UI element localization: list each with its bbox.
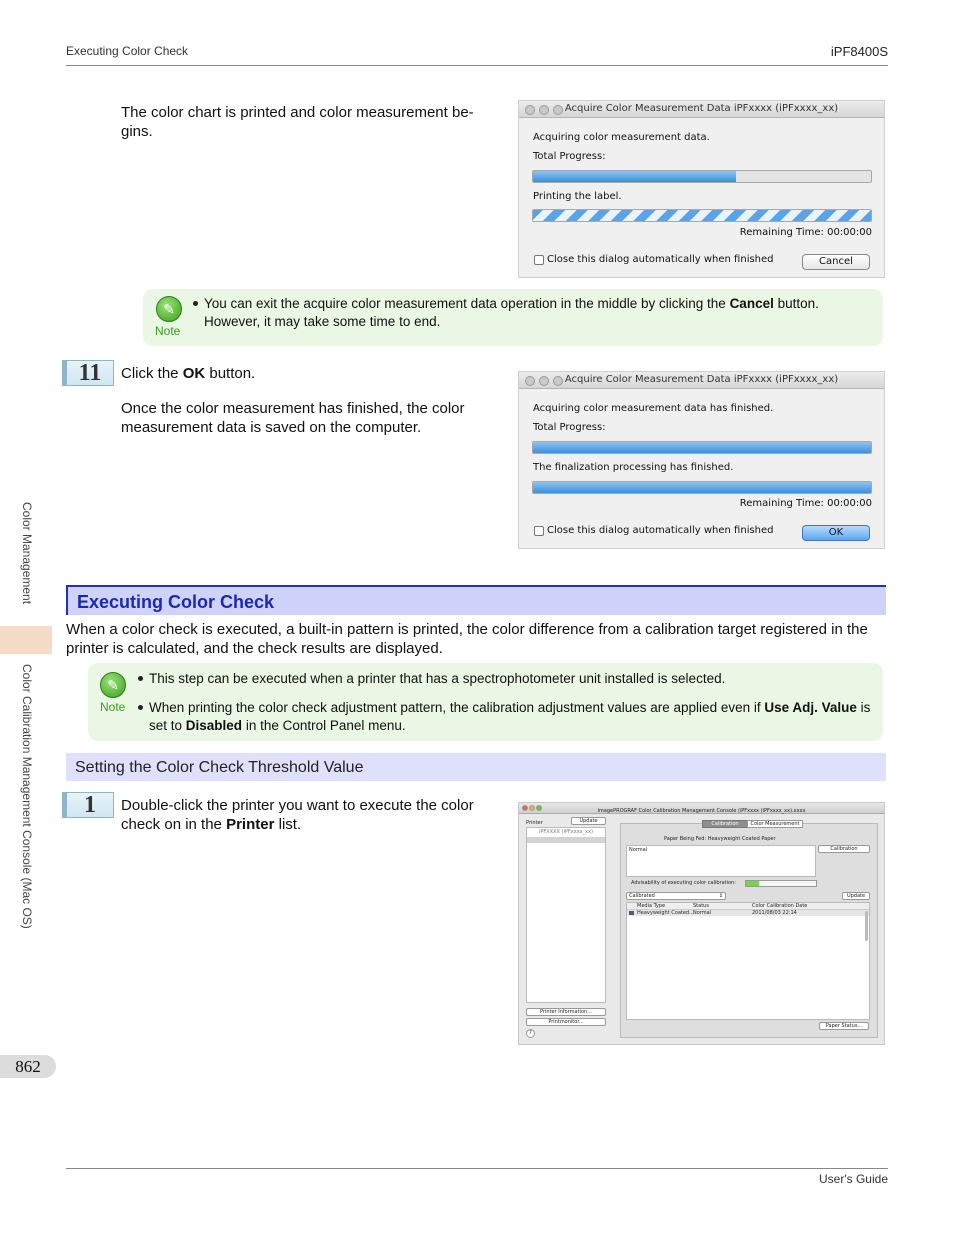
running-header-section: Executing Color Check: [66, 44, 189, 58]
printmonitor-button[interactable]: Printmonitor...: [526, 1018, 606, 1026]
step-number-1: 1: [62, 792, 114, 818]
tab-color-measurement[interactable]: Color Measurement: [747, 820, 803, 828]
calibration-status-box: [626, 845, 816, 877]
printer-list-label: Printer: [526, 820, 543, 826]
acquire-dialog-finished: [518, 371, 885, 549]
side-chapter: Color Management: [20, 502, 34, 605]
printer-information-button[interactable]: Printer Information...: [526, 1008, 606, 1016]
dialog-status: Acquiring color measurement data.: [533, 132, 710, 143]
close-auto-label: Close this dialog automatically when finished: [547, 525, 774, 536]
step-progress-bar: [532, 209, 872, 222]
minimize-window-icon[interactable]: [539, 376, 549, 386]
console-title: imagePROGRAF Color Calibration Management Console (iPFxxxx (iPFxxxx_xx).xxxx: [597, 808, 806, 814]
minimize-window-icon[interactable]: [529, 805, 535, 811]
total-progress-fill: [533, 171, 736, 182]
side-tab-marker: [0, 626, 52, 654]
close-window-icon[interactable]: [525, 105, 535, 115]
close-window-icon[interactable]: [525, 376, 535, 386]
step-text-part: Double-click the printer you want to execute the color check on in the: [121, 797, 474, 833]
note-label: Note: [100, 700, 126, 714]
step1-instruction: [121, 796, 496, 834]
ok-button[interactable]: OK: [802, 525, 870, 541]
printer-list-item-selected[interactable]: [527, 837, 605, 843]
note-item-2: [149, 699, 874, 735]
total-progress-label: Total Progress:: [533, 151, 606, 162]
table-row[interactable]: [627, 910, 869, 916]
dialog-title: Acquire Color Measurement Data iPFxxxx (iPFxxxx_xx): [564, 374, 839, 385]
step-label: Printing the label.: [533, 191, 622, 202]
remaining-time: Remaining Time: 00:00:00: [739, 227, 872, 238]
advisability-label: Advisability of executing color calibration:: [631, 880, 736, 886]
media-calibration-table: [626, 902, 870, 1020]
dialog-status: Acquiring color measurement data has finished.: [533, 403, 774, 414]
printer-media-icon: [629, 911, 634, 915]
total-progress-fill: [533, 442, 871, 453]
header-rule: [66, 65, 888, 66]
note-bold-use-adj-value: Use Adj. Value: [764, 700, 857, 715]
minimize-window-icon[interactable]: [539, 105, 549, 115]
note-text-part: You can exit the acquire color measurement data operation in the middle by clicking the: [204, 296, 730, 311]
close-auto-checkbox[interactable]: [534, 255, 544, 265]
close-auto-label: Close this dialog automatically when finished: [547, 254, 774, 265]
footer-guide: User's Guide: [819, 1172, 888, 1186]
bullet-icon: [138, 705, 143, 710]
section-heading: Executing Color Check: [66, 585, 886, 615]
note-text: [204, 295, 872, 331]
step-bold-ok: OK: [182, 365, 206, 382]
calibration-button[interactable]: Calibration: [818, 845, 870, 853]
col-status[interactable]: Status: [693, 903, 709, 909]
note-item-1: This step can be executed when a printer that has a spectrophotometer unit installed is selected.: [149, 671, 726, 686]
cancel-button[interactable]: Cancel: [802, 254, 870, 270]
note-label: Note: [155, 324, 181, 338]
status-filter-select[interactable]: [626, 892, 726, 900]
side-subchapter: Color Calibration Management Console (Mac OS): [20, 664, 34, 929]
intro-text: The color chart is printed and color measurement be-gins.: [121, 104, 474, 140]
note-text-part: button. However, it may take some time to end.: [204, 296, 819, 329]
list-update-button[interactable]: Update: [842, 892, 870, 900]
tab-calibration[interactable]: Calibration: [702, 820, 748, 828]
col-media-type[interactable]: Media Type: [637, 903, 666, 909]
step-bold-printer: Printer: [226, 816, 275, 833]
dialog-titlebar: [519, 101, 884, 118]
note-text-part: is set to: [149, 700, 871, 733]
note-text-part: When printing the color check adjustment pattern, the calibration adjustment values are applied even if: [149, 700, 765, 715]
console-titlebar: [519, 803, 884, 814]
zoom-window-icon[interactable]: [553, 105, 563, 115]
note-pencil-icon: ✎: [156, 296, 182, 322]
note-text-part: in the Control Panel menu.: [242, 718, 406, 733]
step-text-part: button.: [205, 365, 256, 382]
step-text-part: Click the: [121, 365, 183, 382]
step-number-11: 11: [62, 360, 114, 386]
color-calibration-console-window: [518, 802, 885, 1045]
step-text-part: list.: [274, 816, 302, 833]
status-filter-value: Calibrated: [629, 893, 655, 899]
note-box-color-check: [88, 663, 883, 741]
note-box-cancel: [143, 289, 883, 346]
advisability-meter-fill: [746, 881, 759, 886]
dialog-title: Acquire Color Measurement Data iPFxxxx (iPFxxxx_xx): [564, 103, 839, 114]
bullet-icon: [138, 676, 143, 681]
paper-being-fed: Paper Being Fed: Heavyweight Coated Paper: [664, 836, 776, 842]
printer-list-item[interactable]: iPFXXXX (iPFxxxx_xx): [539, 829, 594, 835]
advisability-meter: [745, 880, 817, 887]
total-progress-label: Total Progress:: [533, 422, 606, 433]
note-bold-cancel: Cancel: [729, 296, 774, 311]
close-auto-checkbox[interactable]: [534, 526, 544, 536]
page-number: 862: [0, 1055, 56, 1078]
dialog-titlebar: [519, 372, 884, 389]
cell-media-type: Heavyweight Coated...: [637, 910, 694, 916]
note-bold-disabled: Disabled: [185, 718, 243, 733]
footer-rule: [66, 1168, 888, 1169]
help-icon[interactable]: ?: [526, 1029, 535, 1038]
close-window-icon[interactable]: [522, 805, 528, 811]
running-header-model: iPF8400S: [830, 44, 888, 59]
cell-status: Normal: [693, 910, 712, 916]
step-label: The finalization processing has finished.: [533, 462, 734, 473]
step11-result-text: Once the color measurement has finished, the color measurement data is saved on the computer.: [121, 400, 465, 436]
bullet-icon: [193, 301, 198, 306]
paper-status-button[interactable]: Paper Status...: [819, 1022, 869, 1030]
step11-instruction: [121, 364, 255, 383]
step-progress-fill: [533, 482, 871, 493]
table-header: [627, 903, 869, 910]
col-calibration-date[interactable]: Color Calibration Date: [752, 903, 808, 909]
chevron-updown-icon: ↕: [718, 893, 723, 899]
printer-update-button[interactable]: Update: [571, 817, 606, 825]
zoom-window-icon[interactable]: [536, 805, 542, 811]
remaining-time: Remaining Time: 00:00:00: [739, 498, 872, 509]
calibration-panel: [620, 823, 878, 1038]
total-progress-bar: [532, 441, 872, 454]
total-progress-bar: [532, 170, 872, 183]
acquire-dialog-progress: [518, 100, 885, 278]
printer-list[interactable]: [526, 827, 606, 1003]
zoom-window-icon[interactable]: [553, 376, 563, 386]
note-pencil-icon: ✎: [100, 672, 126, 698]
section-description: When a color check is executed, a built-in pattern is printed, the color difference from a calibration target registered in the printer is calculated, and the check results are displayed.: [66, 621, 868, 657]
calibration-status-text: Normal: [629, 847, 648, 853]
step-progress-indeterminate: [533, 210, 871, 221]
step-progress-bar: [532, 481, 872, 494]
table-scrollbar[interactable]: [865, 911, 868, 941]
subsection-heading: Setting the Color Check Threshold Value: [66, 753, 886, 781]
cell-calibration-date: 2011/08/03 22:14: [752, 910, 797, 916]
